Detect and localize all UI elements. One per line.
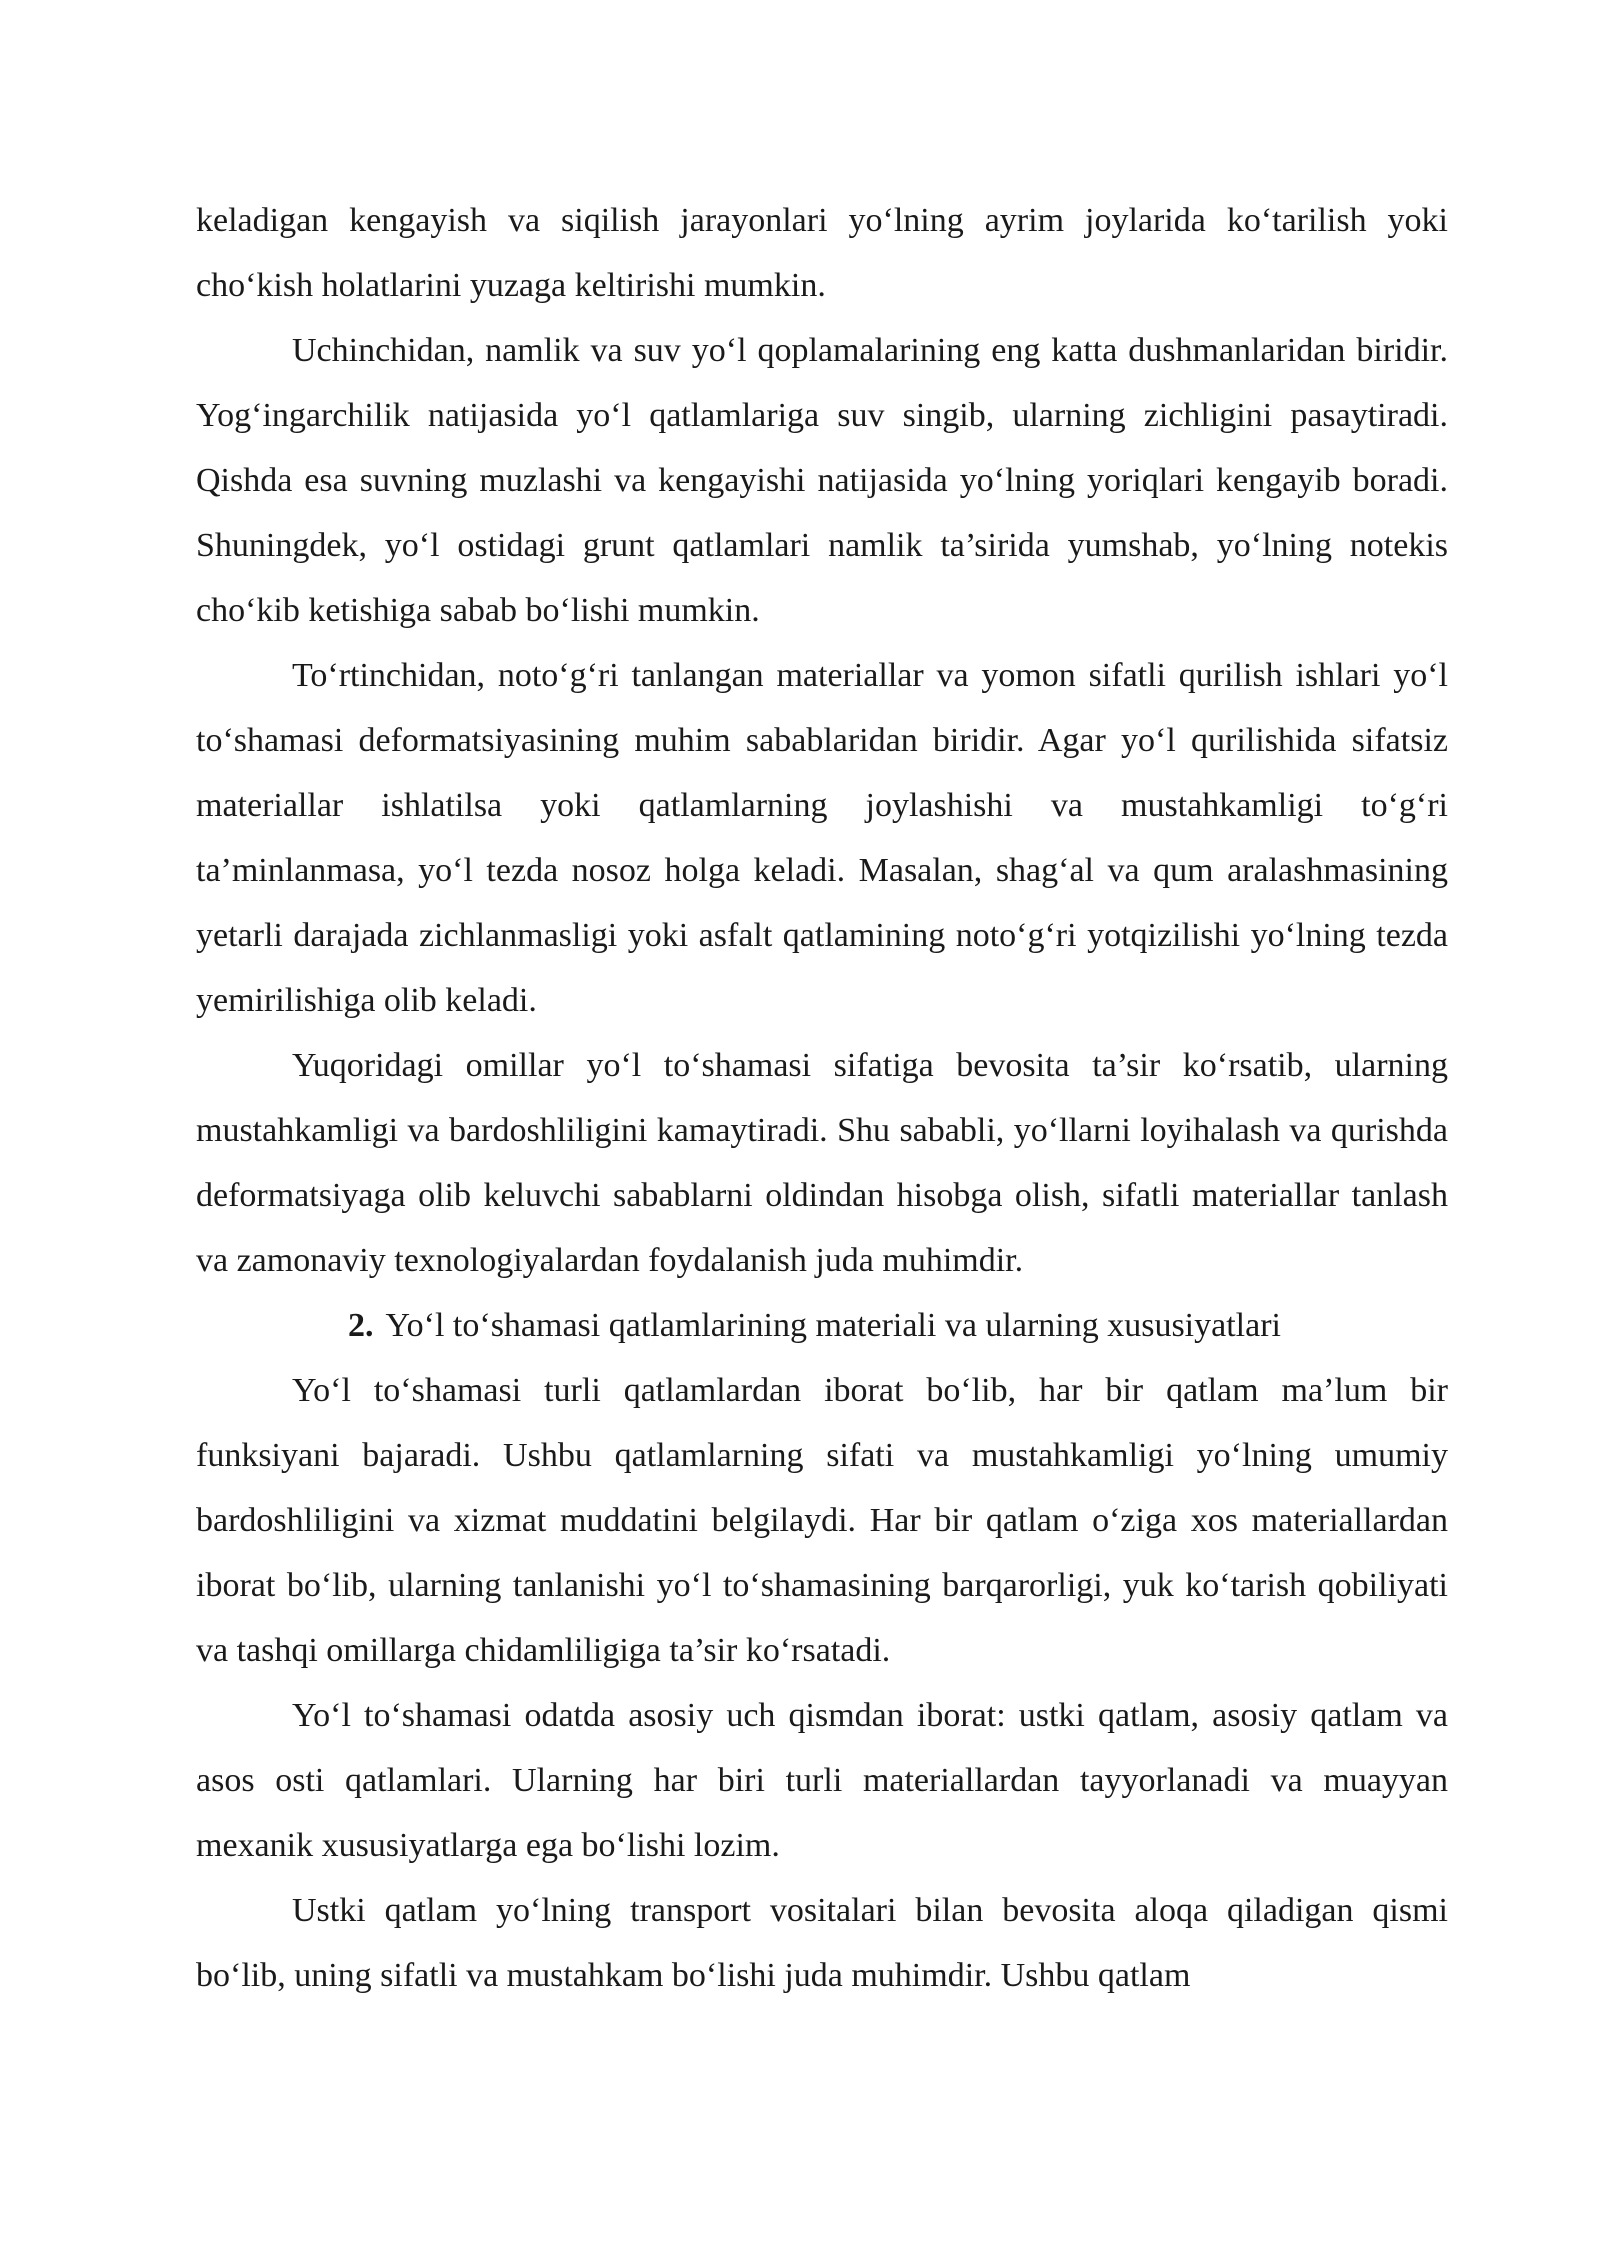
- paragraph-top-layer: Ustki qatlam yo‘lning transport vositalari bilan bevosita aloqa qiladigan qismi bo‘lib, uning sifatli va mustahkam bo‘lishi juda muhimdir. Ushbu qatlam: [196, 1892, 1448, 1994]
- section-heading: [196, 1293, 1448, 1358]
- paragraph-layers-parts: Yo‘l to‘shamasi odatda asosiy uch qismdan iborat: ustki qatlam, asosiy qatlam va asos osti qatlamlari. Ularning har biri turli materiallardan tayyorlanadi va muayyan mexanik xususiyatlarga ega bo‘lishi lozim.: [196, 1697, 1448, 1864]
- paragraph-continuation: keladigan kengayish va siqilish jarayonlari yo‘lning ayrim joylarida ko‘tarilish yoki cho‘kish holatlarini yuzaga keltirishi mumkin.: [196, 202, 1448, 304]
- section-number: 2.: [348, 1307, 374, 1344]
- paragraph-layers-intro: Yo‘l to‘shamasi turli qatlamlardan iborat bo‘lib, har bir qatlam ma’lum bir funksiyani bajaradi. Ushbu qatlamlarning sifati va mustahkamligi yo‘lning umumiy bardoshliligini va xizmat muddatini belgilaydi. Har bir qatlam o‘ziga xos materiallardan iborat bo‘lib, ularning tanlanishi yo‘l to‘shamasining barqarorligi, yuk ko‘tarish qobiliyati va tashqi omillarga chidamliligiga ta’sir ko‘rsatadi.: [196, 1372, 1448, 1669]
- paragraph-fourth-cause: To‘rtinchidan, noto‘g‘ri tanlangan materiallar va yomon sifatli qurilish ishlari yo‘l to‘shamasi deformatsiyasining muhim sabablaridan biridir. Agar yo‘l qurilishida sifatsiz materiallar ishlatilsa yoki qatlamlarning joylashishi va mustahkamligi to‘g‘ri ta’minlanmasa, yo‘l tezda nosoz holga keladi. Masalan, shag‘al va qum aralashmasining yetarli darajada zichlanmasligi yoki asfalt qatlamining noto‘g‘ri yotqizilishi yo‘lning tezda yemirilishiga olib keladi.: [196, 657, 1448, 1019]
- paragraph-third-cause: Uchinchidan, namlik va suv yo‘l qoplamalarining eng katta dushmanlaridan biridir. Yog‘ingarchilik natijasida yo‘l qatlamlariga suv singib, ularning zichligini pasaytiradi. Qishda esa suvning muzlashi va kengayishi natijasida yo‘lning yoriqlari kengayib boradi. Shuningdek, yo‘l ostidagi grunt qatlamlari namlik ta’sirida yumshab, yo‘lning notekis cho‘kib ketishiga sabab bo‘lishi mumkin.: [196, 332, 1448, 629]
- paragraph-summary: Yuqoridagi omillar yo‘l to‘shamasi sifatiga bevosita ta’sir ko‘rsatib, ularning mustahkamligi va bardoshliligini kamaytiradi. Shu sababli, yo‘llarni loyihalash va qurishda deformatsiyaga olib keluvchi sabablarni oldindan hisobga olish, sifatli materiallar tanlash va zamonaviy texnologiyalardan foydalanish juda muhimdir.: [196, 1047, 1448, 1279]
- section-title: Yo‘l to‘shamasi qatlamlarining materiali va ularning xususiyatlari: [385, 1307, 1281, 1344]
- document-page: [196, 188, 1448, 2008]
